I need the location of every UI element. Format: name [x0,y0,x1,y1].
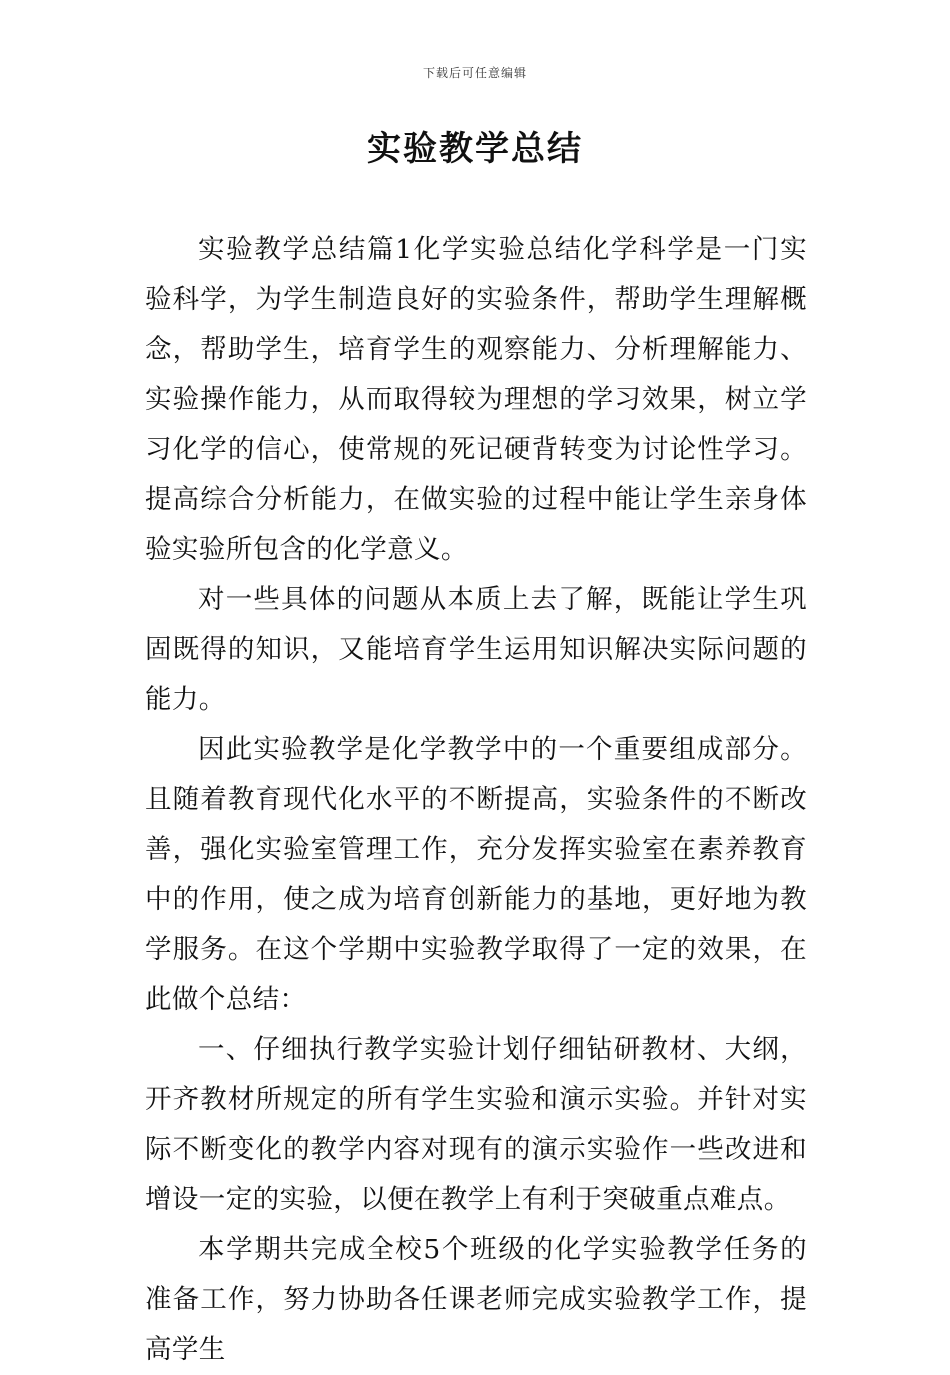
header-note: 下载后可任意编辑 [422,66,527,80]
document-body [145,225,807,1375]
paragraph: 因此实验教学是化学教学中的一个重要组成部分。且随着教育现代化水平的不断提高，实验条件的不断改善，强化实验室管理工作，充分发挥实验室在素养教育中的作用，使之成为培育创新能力的基地，更好地为教学服务。在这个学期中实验教学取得了一定的效果，在此做个总结： [145,734,807,1015]
document-title: 实验教学总结 [367,129,583,169]
paragraph: 一、仔细执行教学实验计划仔细钻研教材、大纲，开齐教材所规定的所有学生实验和演示实验。并针对实际不断变化的教学内容对现有的演示实验作一些改进和增设一定的实验，以便在教学上有利于突破重点难点。 [145,1034,807,1215]
paragraph: 本学期共完成全校5个班级的化学实验教学任务的准备工作，努力协助各任课老师完成实验教学工作，提高学生 [145,1234,807,1365]
paragraph: 对一些具体的问题从本质上去了解，既能让学生巩固既得的知识，又能培育学生运用知识解决实际问题的能力。 [145,584,807,715]
paragraph: 实验教学总结篇1化学实验总结化学科学是一门实验科学，为学生制造良好的实验条件，帮助学生理解概念，帮助学生，培育学生的观察能力、分析理解能力、实验操作能力，从而取得较为理想的学习效果，树立学习化学的信心，使常规的死记硬背转变为讨论性学习。提高综合分析能力，在做实验的过程中能让学生亲身体验实验所包含的化学意义。 [145,234,807,565]
